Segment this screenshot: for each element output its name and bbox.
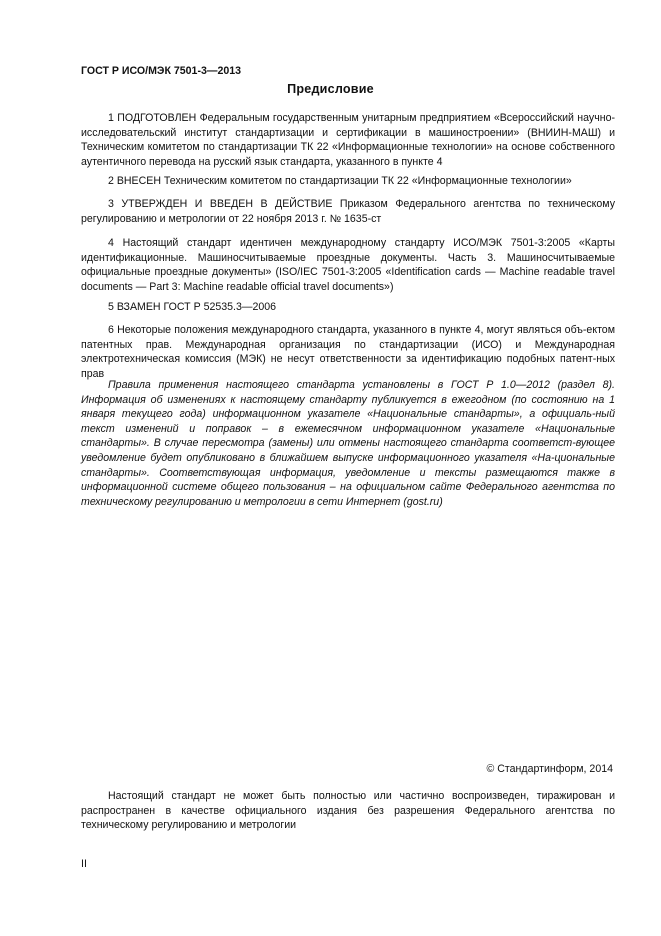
paragraph-application-rules: Правила применения настоящего стандарта установлены в ГОСТ Р 1.0—2012 (раздел 8). Информация об изменениях к настоящему стандарту публикуется в ежегодном (по состоянию на 1 января текущего года) информационном указателе «Национальные стандарты», а официаль-ный текст изменений и поправок – в ежемесячном информационном указателе «Национальные стандарты». В случае пересмотра (замены) или отмены настоящего стандарта соответст-вующее уведомление будет опубликовано в ближайшем выпуске информационного указателя «На-циональные стандарты». Соответствующая информация, уведомление и тексты размещаются также в информационной системе общего пользования – на официальном сайте Федерального агентства по техническому регулированию и метрологии в сети Интернет (gost.ru)	[81, 379, 615, 508]
page-number: II	[81, 858, 87, 870]
paragraph-patent-rights: 6 Некоторые положения международного стандарта, указанного в пункте 4, могут являться объ-ектом патентных прав. Международная организация по стандартизации (ИСО) и Международная электротехническая комиссия (МЭК) не несут ответственности за идентификацию подобных патент-ных прав	[81, 324, 615, 380]
page-header-standard-code: ГОСТ Р ИСО/МЭК 7501-3—2013	[81, 65, 242, 77]
copyright-line: © Стандартинформ, 2014	[486, 763, 613, 775]
reproduction-notice: Настоящий стандарт не может быть полностью или частично воспроизведен, тиражирован и распространен в качестве официального издания без разрешения Федерального агентства по техническому регулированию и метрологии	[81, 790, 615, 832]
paragraph-replaces: 5 ВЗАМЕН ГОСТ Р 52535.3—2006	[108, 301, 277, 313]
paragraph-identical-standard: 4 Настоящий стандарт идентичен международному стандарту ИСО/МЭК 7501-3:2005 «Карты идентификационные. Машиносчитываемые проездные документы. Часть 3. Машиносчитываемые официальные проездные документы» (ISO/IEC 7501-3:2005 «Identification cards — Machine readable travel documents — Part 3: Machine readable official travel documents»)	[81, 237, 615, 293]
page-title: Предисловие	[287, 82, 374, 96]
paragraph-approved: 3 УТВЕРЖДЕН И ВВЕДЕН В ДЕЙСТВИЕ Приказом Федерального агентства по техническому регулированию и метрологии от 22 ноября 2013 г. № 1635-ст	[81, 198, 615, 225]
paragraph-prepared-by: 1 ПОДГОТОВЛЕН Федеральным государственным унитарным предприятием «Всероссийский научно-исследовательский институт стандартизации и сертификации в машиностроении» (ВНИИН-МАШ) и Техническим комитетом по стандартизации ТК 22 «Информационные технологии» на основе собственного аутентичного перевода на русский язык стандарта, указанного в пункте 4	[81, 112, 615, 168]
paragraph-introduced-by: 2 ВНЕСЕН Техническим комитетом по стандартизации ТК 22 «Информационные технологии»	[108, 175, 572, 187]
